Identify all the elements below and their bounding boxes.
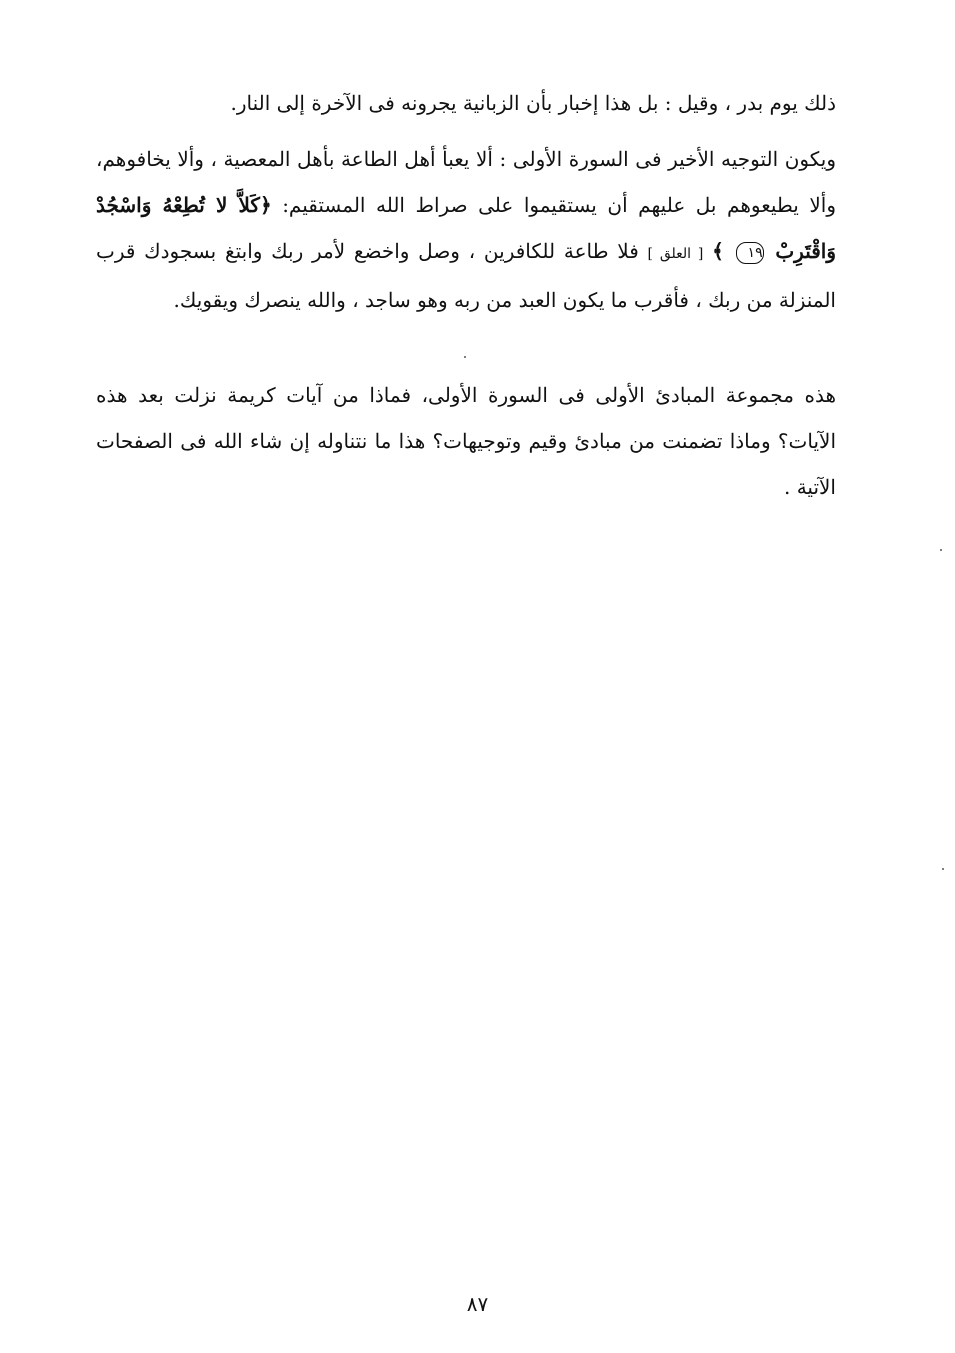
paragraph-2-intro: ويكون التوجيه الأخير فى السورة الأولى : ألا يعبأ أهل الطاعة بأهل المعصية ، وألا يخافوهم، وألا يطيعوهم بل عليهم أن يستقيموا على صراط الله المستقيم: (96, 147, 836, 217)
page-number: ٨٧ (466, 1292, 489, 1316)
quran-verse: كَلاَّ لا تُطِعْهُ وَاسْجُدْ وَاقْتَرِبْ (96, 193, 837, 263)
paragraph-1: ذلك يوم بدر ، وقيل : بل هذا إخبار بأن الزبانية يجرونه فى الآخرة إلى النار. (230, 91, 836, 115)
quran-bracket-close: ﴾ (712, 239, 724, 263)
paragraph-2-rest: فلا طاعة للكافرين ، وصل واخضع لأمر ربك وابتغ بسجودك قرب المنزلة من ربك ، فأقرب ما يكون العبد من ربه وهو ساجد ، والله ينصرك ويقويك. (96, 239, 836, 312)
scan-speck (940, 549, 942, 551)
surah-reference: [ العلق ] (647, 246, 704, 262)
scan-speck (464, 356, 466, 358)
paragraph-3: هذه مجموعة المبادئ الأولى فى السورة الأولى، فماذا من آيات كريمة نزلت بعد هذه الآيات؟ وماذا تضمنت من مبادئ وقيم وتوجيهات؟ هذا ما نتناوله إن شاء الله فى الصفحات الآتية . (96, 383, 836, 499)
paragraph-2 (96, 136, 836, 323)
quran-bracket-open: ﴿ (259, 193, 272, 217)
verse-number: ١٩ (736, 242, 764, 264)
scan-speck (942, 868, 944, 870)
